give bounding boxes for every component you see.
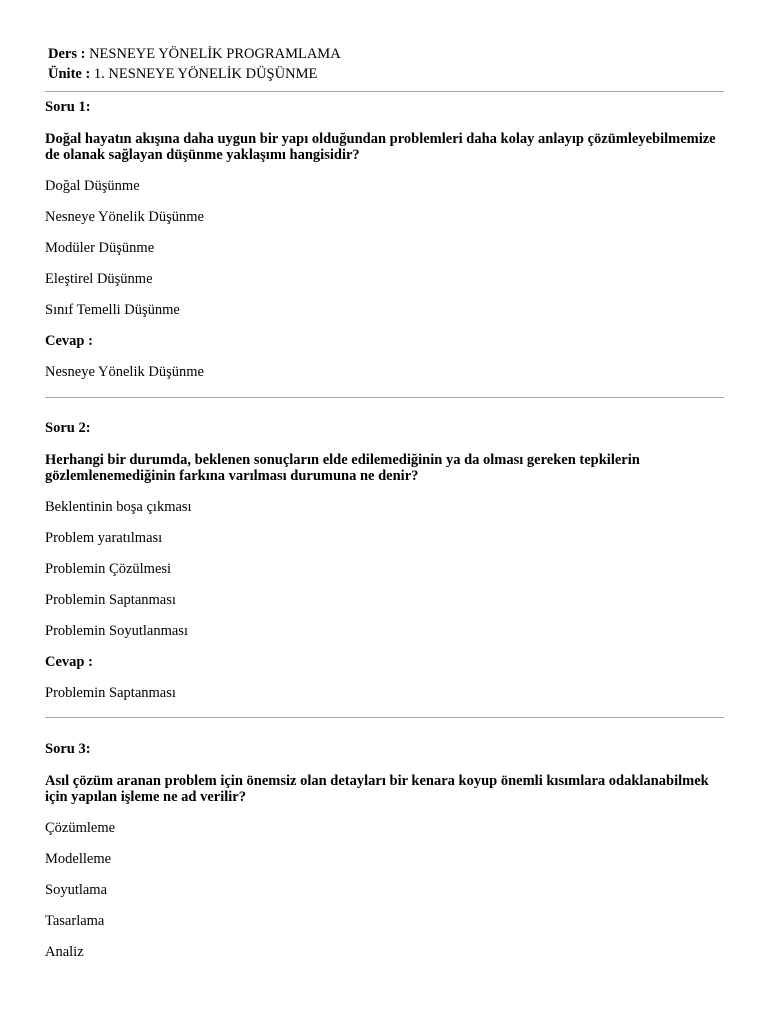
option-item: Soyutlama (45, 882, 108, 898)
option-item: Çözümleme (45, 820, 116, 836)
answer-text: Nesneye Yönelik Düşünme (45, 364, 204, 380)
option-item: Nesneye Yönelik Düşünme (45, 209, 204, 225)
option-item: Eleştirel Düşünme (45, 271, 153, 287)
unit-row (48, 64, 341, 84)
question-text: Doğal hayatın akışına daha uygun bir yapı olduğundan problemleri daha kolay anlayıp çözümleyebilmemize de olanak sağlayan düşünme yaklaşımı hangisidir? (45, 131, 716, 163)
question-title: Soru 3: (45, 741, 91, 757)
option-item: Tasarlama (45, 913, 105, 929)
divider (45, 91, 724, 92)
question-text: Herhangi bir durumda, beklenen sonuçların elde edilemediğinin ya da olması gereken tepkilerin gözlemlenemediğinin farkına varılması durumuna ne denir? (45, 452, 640, 484)
unit-value: 1. NESNEYE YÖNELİK DÜŞÜNME (93, 66, 318, 82)
option-item: Doğal Düşünme (45, 178, 140, 194)
question-title: Soru 1: (45, 99, 91, 115)
option-item: Problemin Çözülmesi (45, 561, 172, 577)
question-text: Asıl çözüm aranan problem için önemsiz olan detayları bir kenara koyup önemli kısımlara odaklanabilmek için yapılan işleme ne ad verilir? (45, 773, 709, 805)
answer-label: Cevap : (45, 654, 93, 670)
unit-label: Ünite : (48, 66, 91, 82)
divider (45, 397, 724, 398)
option-item: Problemin Saptanması (45, 592, 176, 608)
option-item: Analiz (45, 944, 84, 960)
document-header (48, 44, 341, 84)
option-item: Problemin Soyutlanması (45, 623, 188, 639)
course-value: NESNEYE YÖNELİK PROGRAMLAMA (89, 46, 341, 62)
option-item: Sınıf Temelli Düşünme (45, 302, 180, 318)
course-row (48, 44, 341, 64)
answer-label: Cevap : (45, 333, 93, 349)
option-item: Modelleme (45, 851, 112, 867)
option-item: Beklentinin boşa çıkması (45, 499, 192, 515)
question-title: Soru 2: (45, 420, 91, 436)
answer-text: Problemin Saptanması (45, 685, 176, 701)
option-item: Problem yaratılması (45, 530, 163, 546)
divider (45, 717, 724, 718)
course-label: Ders : (48, 46, 86, 62)
option-item: Modüler Düşünme (45, 240, 155, 256)
